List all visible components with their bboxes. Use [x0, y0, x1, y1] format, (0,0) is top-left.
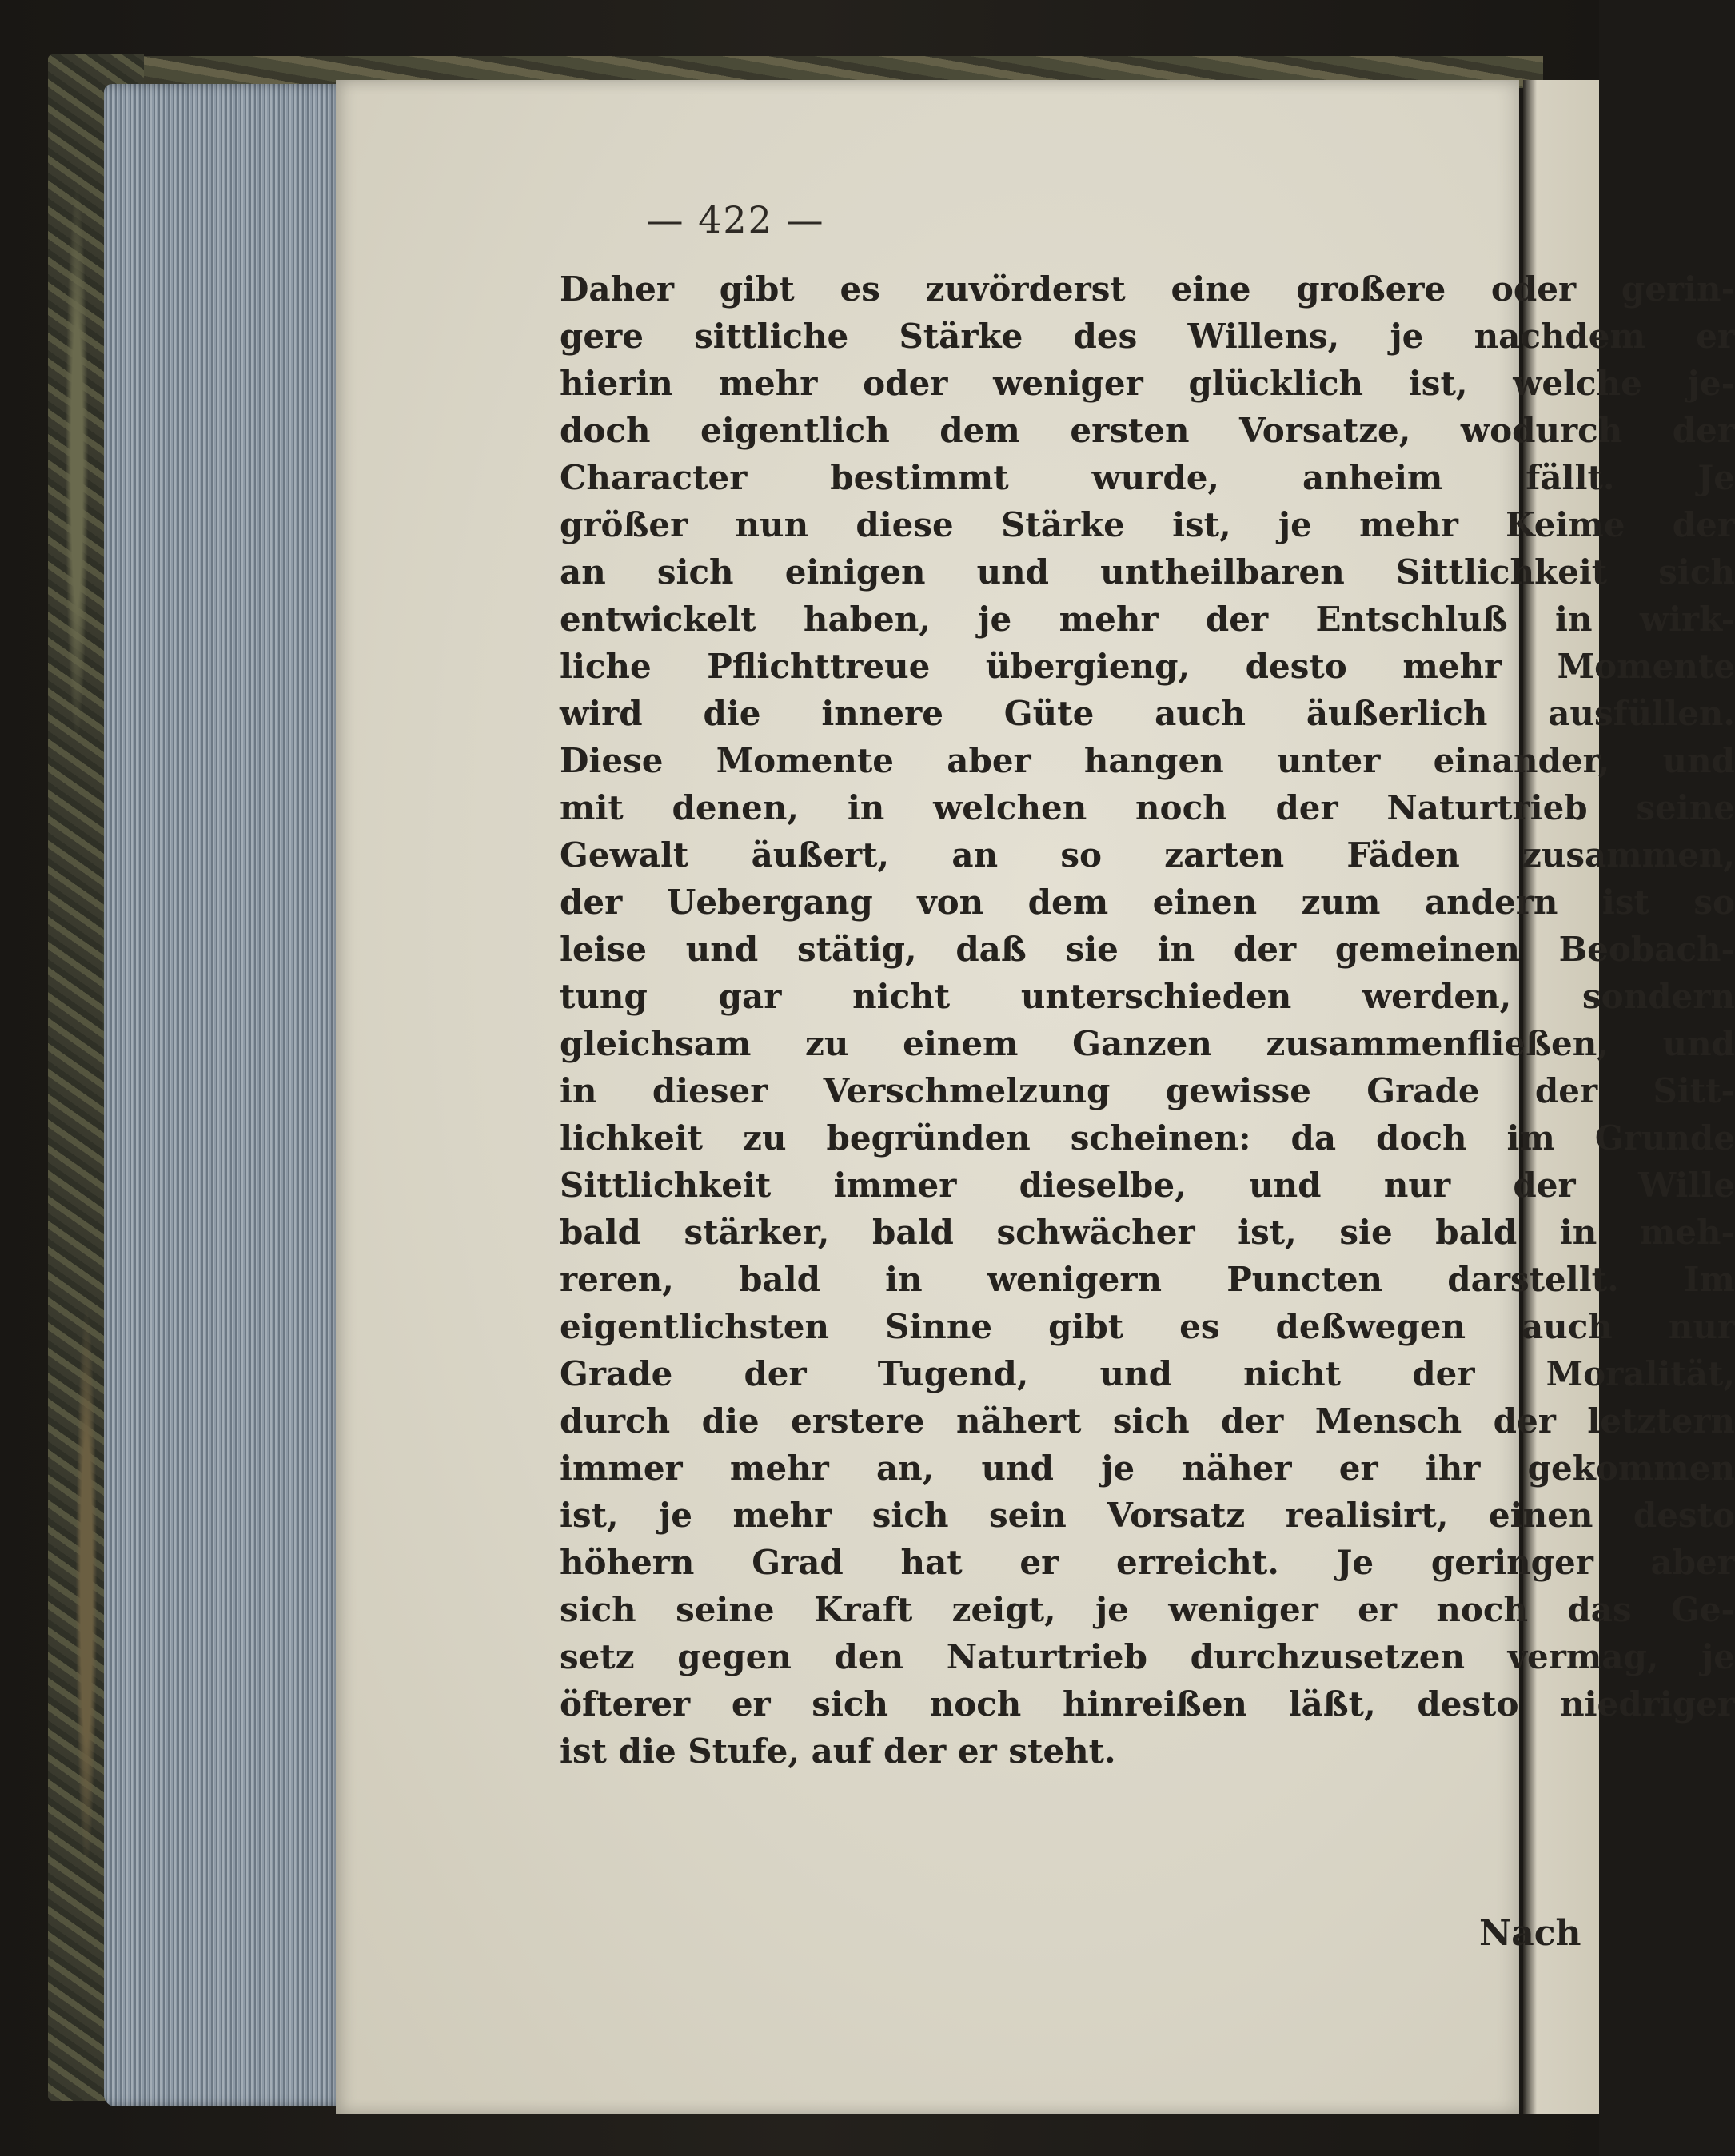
text-line: Sittlichkeit immer dieselbe, und nur der Wille [560, 1166, 1735, 1205]
body-text [560, 265, 1735, 1775]
text-line: größer nun diese Stärke ist, je mehr Keime der [560, 505, 1735, 544]
text-line: ist die Stufe, auf der er steht. [560, 1732, 1116, 1771]
text-line: leise und stätig, daß sie in der gemeinen Beobach- [560, 930, 1735, 969]
text-line: der Uebergang von dem einen zum andern ist so [560, 883, 1735, 922]
book-page [336, 80, 1735, 2114]
text-line: eigentlichsten Sinne gibt es deßwegen auch nur [560, 1307, 1735, 1346]
text-line: Grade der Tugend, und nicht der Moralität, [560, 1354, 1735, 1393]
text-line: Daher gibt es zuvörderst eine großere oder gerin- [560, 269, 1735, 309]
text-line: tung gar nicht unterschieden werden, sondern [560, 977, 1735, 1016]
text-line: gleichsam zu einem Ganzen zusammenfließen, und [560, 1024, 1735, 1063]
text-line: sich seine Kraft zeigt, je weniger er noch das Ge- [560, 1590, 1735, 1629]
text-line: immer mehr an, und je näher er ihr gekommen [560, 1449, 1735, 1488]
text-line: höhern Grad hat er erreicht. Je geringer aber [560, 1543, 1735, 1582]
text-line: in dieser Verschmelzung gewisse Grade der Sitt- [560, 1071, 1735, 1110]
text-line: mit denen, in welchen noch der Naturtrieb seine [560, 788, 1735, 827]
text-line: gere sittliche Stärke des Willens, je nachdem er [560, 317, 1735, 356]
text-line: lichkeit zu begründen scheinen: da doch im Grunde [560, 1118, 1735, 1158]
text-line: bald stärker, bald schwächer ist, sie bald in meh- [560, 1213, 1735, 1252]
text-line: an sich einigen und untheilbaren Sittlichkeit sich [560, 552, 1735, 592]
text-line: reren, bald in wenigern Puncten darstellt. Im [560, 1260, 1735, 1299]
text-line: öfterer er sich noch hinreißen läßt, desto niedriger [560, 1684, 1735, 1724]
text-line: wird die innere Güte auch äußerlich ausfüllen. [560, 694, 1735, 733]
text-line: setz gegen den Naturtrieb durchzusetzen vermag, je [560, 1637, 1735, 1676]
text-line: Diese Momente aber hangen unter einander, und [560, 741, 1735, 780]
page-edges [104, 84, 344, 2106]
text-line: Character bestimmt wurde, anheim fällt. Je [560, 458, 1735, 497]
text-line: Gewalt äußert, an so zarten Fäden zusammen, [560, 835, 1735, 875]
text-line: ist, je mehr sich sein Vorsatz realisirt, einen desto [560, 1496, 1735, 1535]
text-line: hierin mehr oder weniger glücklich ist, welche je- [560, 364, 1735, 403]
text-line: durch die erstere nähert sich der Mensch der letztern [560, 1401, 1735, 1441]
page-number: — 422 — [646, 198, 825, 241]
text-line: liche Pflichttreue übergieng, desto mehr Momente [560, 647, 1735, 686]
text-line: doch eigentlich dem ersten Vorsatze, wodurch der [560, 411, 1735, 450]
text-line: entwickelt haben, je mehr der Entschluß in wirk- [560, 600, 1735, 639]
catchword: Nach [1479, 1913, 1581, 1954]
